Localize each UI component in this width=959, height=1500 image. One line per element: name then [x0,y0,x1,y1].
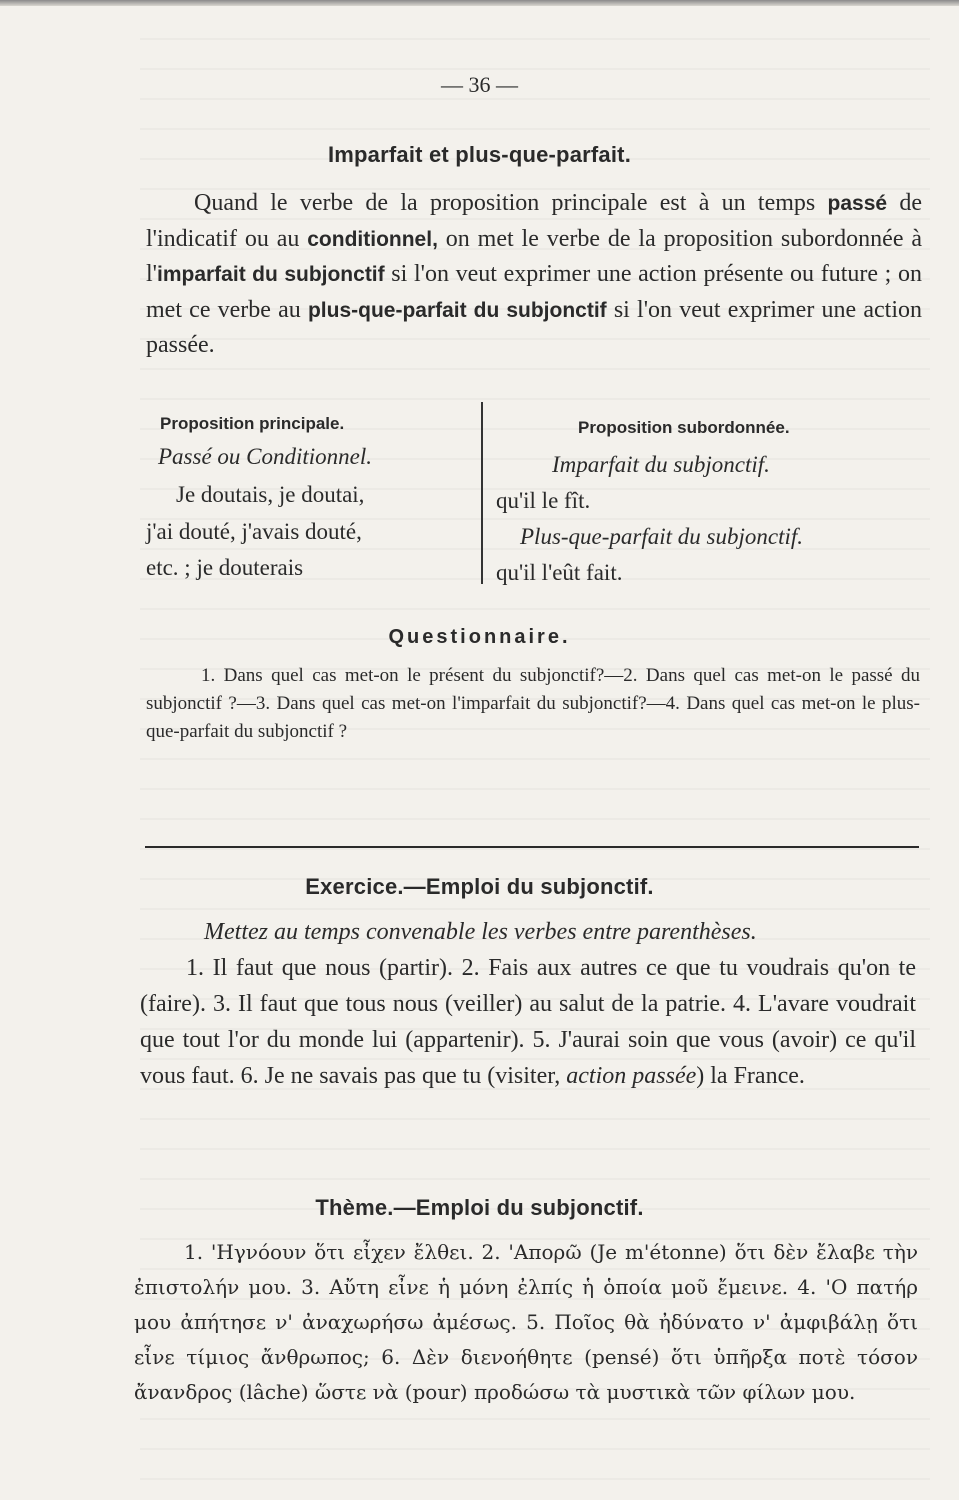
page-number: — 36 — [441,72,518,97]
right-column-header: Proposition subordonnée. [578,418,790,437]
section-divider [145,846,919,848]
left-line-3: etc. ; je douterais [146,555,304,580]
exercise-instruction: Mettez au temps convenable les verbes entre parenthèses. [204,919,757,945]
right-column-subhead-2: Plus-que-parfait du subjonctif. [520,524,804,549]
left-column-subhead: Passé ou Conditionnel. [158,444,373,469]
rule-paragraph: Quand le verbe de la proposition principale est à un temps passé de l'indicatif ou au conditionnel, on met le verbe de la proposition subordonnée à l'imparfait du subjonctif si l'on veut exprimer une action présente ou future ; on met ce verbe au plus-que-parfait du subjonctif si l'on veut exprimer une action passée. [146,190,922,358]
exercise-text: 1. Il faut que nous (partir). 2. Fais aux autres ce que tu voudrais qu'on te (faire). 3. Il faut que tous nous (veiller) au salut de la patrie. 4. L'avare voudrait que tout l'or du monde lui (appartenir). 5. J'aurai soin que vous (avoir) ce qu'il vous faut. 6. Je ne savais pas que tu (visiter, action passée) la France. [140,955,916,1089]
scan-edge [0,0,959,6]
column-divider [481,402,483,584]
questionnaire-text: 1. Dans quel cas met-on le présent du subjonctif?—2. Dans quel cas met-on le passé du subjonctif ?—3. Dans quel cas met-on l'imparfait du subjonctif?—4. Dans quel cas met-on le plus-que-parfait du subjonctif ? [146,665,920,742]
left-line-2: j'ai douté, j'avais douté, [146,519,362,544]
right-line-2: qu'il l'eût fait. [496,560,623,585]
right-column-subhead-1: Imparfait du subjonctif. [552,452,770,477]
section-title: Imparfait et plus-que-parfait. [327,142,632,167]
exercise-title: Exercice.—Emploi du subjonctif. [305,874,654,899]
left-column-header: Proposition principale. [160,414,345,433]
right-line-1: qu'il le fît. [496,488,591,513]
questionnaire-title: Questionnaire. [388,626,571,648]
theme-text: 1. 'Ηγνόουν ὅτι εἶχεν ἔλθει. 2. 'Απορῶ (Je m'étonne) ὅτι δὲν ἔλαβε τὴν ἐπιστολήν μου. 3. Αὔτη εἶνε ἡ μόνη ἐλπίς ἡ ὁποία μοῦ ἔμεινε. 4. 'Ο πατήρ μου ἀπήτησε ν' ἀναχωρήσω ἀμέσως. 5. Ποῖος θὰ ἠδύνατο ν' ἀμφιβάλῃ ὅτι εἶνε τίμιος ἄνθρωπος; 6. Δὲν διενοήθητε (pensé) ὅτι ὑπῆρξα ποτὲ τόσον ἄνανδρος (lâche) ὥστε νὰ (pour) προδώσω τὰ μυστικὰ τῶν φίλων μου. [134,1240,918,1404]
left-line-1: Je doutais, je doutai, [176,482,365,507]
theme-title: Thème.—Emploi du subjonctif. [315,1195,644,1220]
